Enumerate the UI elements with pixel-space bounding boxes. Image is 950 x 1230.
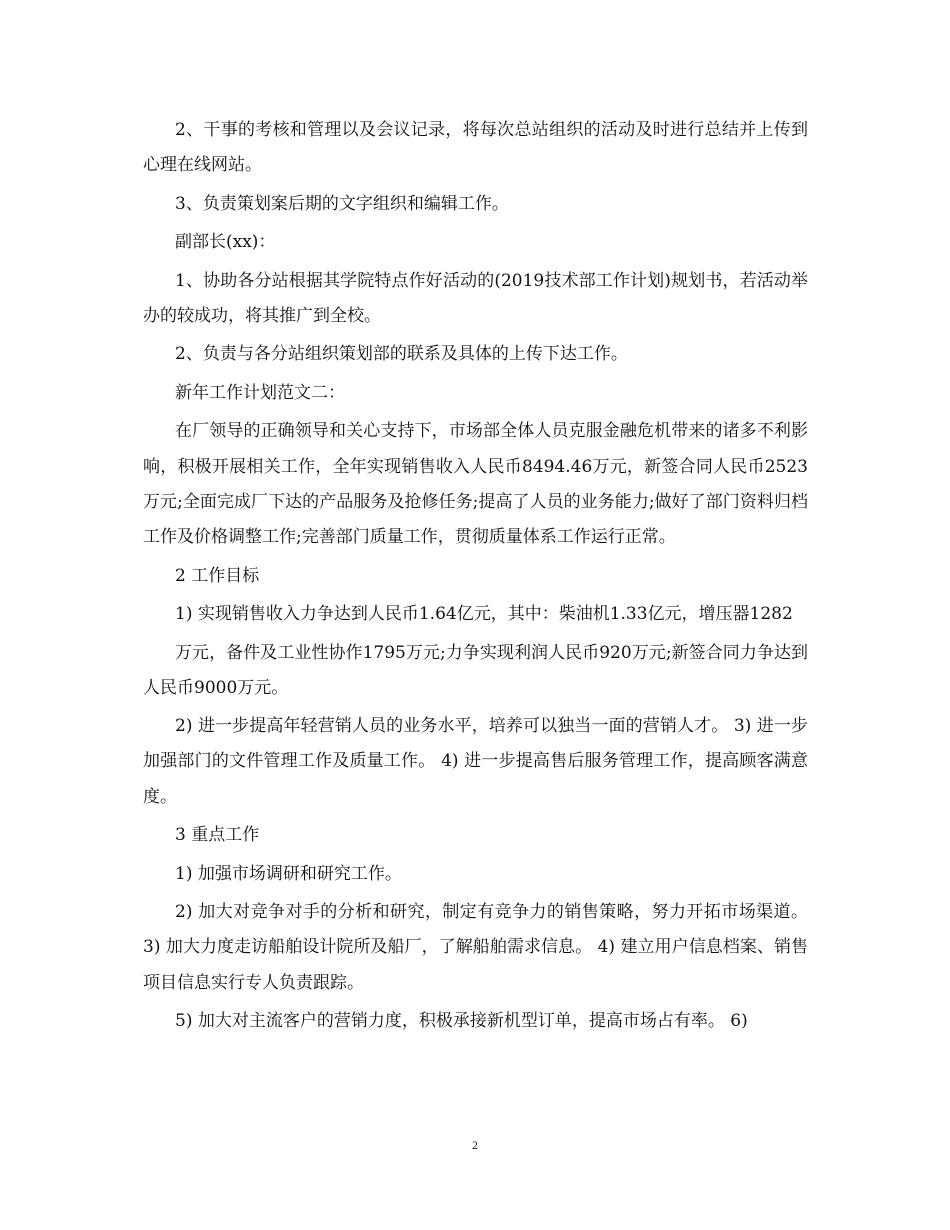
paragraph: 2、干事的考核和管理以及会议记录，将每次总站组织的活动及时进行总结并上传到心理在线网站。 [143,120,808,176]
paragraph: 2) 进一步提高年轻营销人员的业务水平，培养可以独当一面的营销人才。 3) 进一步加强部门的文件管理工作及质量工作。 4) 进一步提高售后服务管理工作，提高顾客满意度。 [143,716,808,807]
section-heading: 2 工作目标 [175,565,260,586]
paragraph: 5) 加大对主流客户的营销力度，积极承接新机型订单，提高市场占有率。 6) [175,1011,748,1032]
page-number: 2 [472,1138,478,1152]
section-heading: 副部长(xx)： [175,232,276,253]
paragraph: 3、负责策划案后期的文字组织和编辑工作。 [175,193,509,214]
paragraph: 1、协助各分站根据其学院特点作好活动的(2019技术部工作计划)规划书，若活动举办的较成功，将其推广到全校。 [143,270,808,326]
paragraph: 2、负责与各分站组织策划部的联系及具体的上传下达工作。 [175,344,628,365]
paragraph: 万元，备件及工业性协作1795万元;力争实现利润人民币920万元;新签合同力争达到人民币9000万元。 [143,642,808,698]
paragraph: 1) 实现销售收入力争达到人民币1.64亿元，其中：柴油机1.33亿元，增压器1282 [175,604,793,625]
section-heading: 新年工作计划范文二： [175,382,345,403]
paragraph: 2) 加大对竞争对手的分析和研究，制定有竞争力的销售策略，努力开拓市场渠道。 3) 加大力度走访船舶设计院所及船厂，了解船舶需求信息。 4) 建立用户信息档案、销售项目信息实行专人负责跟踪。 [143,902,808,993]
paragraph: 在厂领导的正确领导和关心支持下，市场部全体人员克服金融危机带来的诸多不利影响，积极开展相关工作，全年实现销售收入人民币8494.46万元，新签合同人民币2523万元;全面完成厂下达的产品服务及抢修任务;提高了人员的业务能力;做好了部门资料归档工作及价格调整工作;完善部门质量工作，贯彻质量体系工作运行正常。 [143,421,808,548]
document-body [143,113,808,1039]
paragraph: 1) 加强市场调研和研究工作。 [175,863,402,884]
section-heading: 3 重点工作 [175,825,260,846]
